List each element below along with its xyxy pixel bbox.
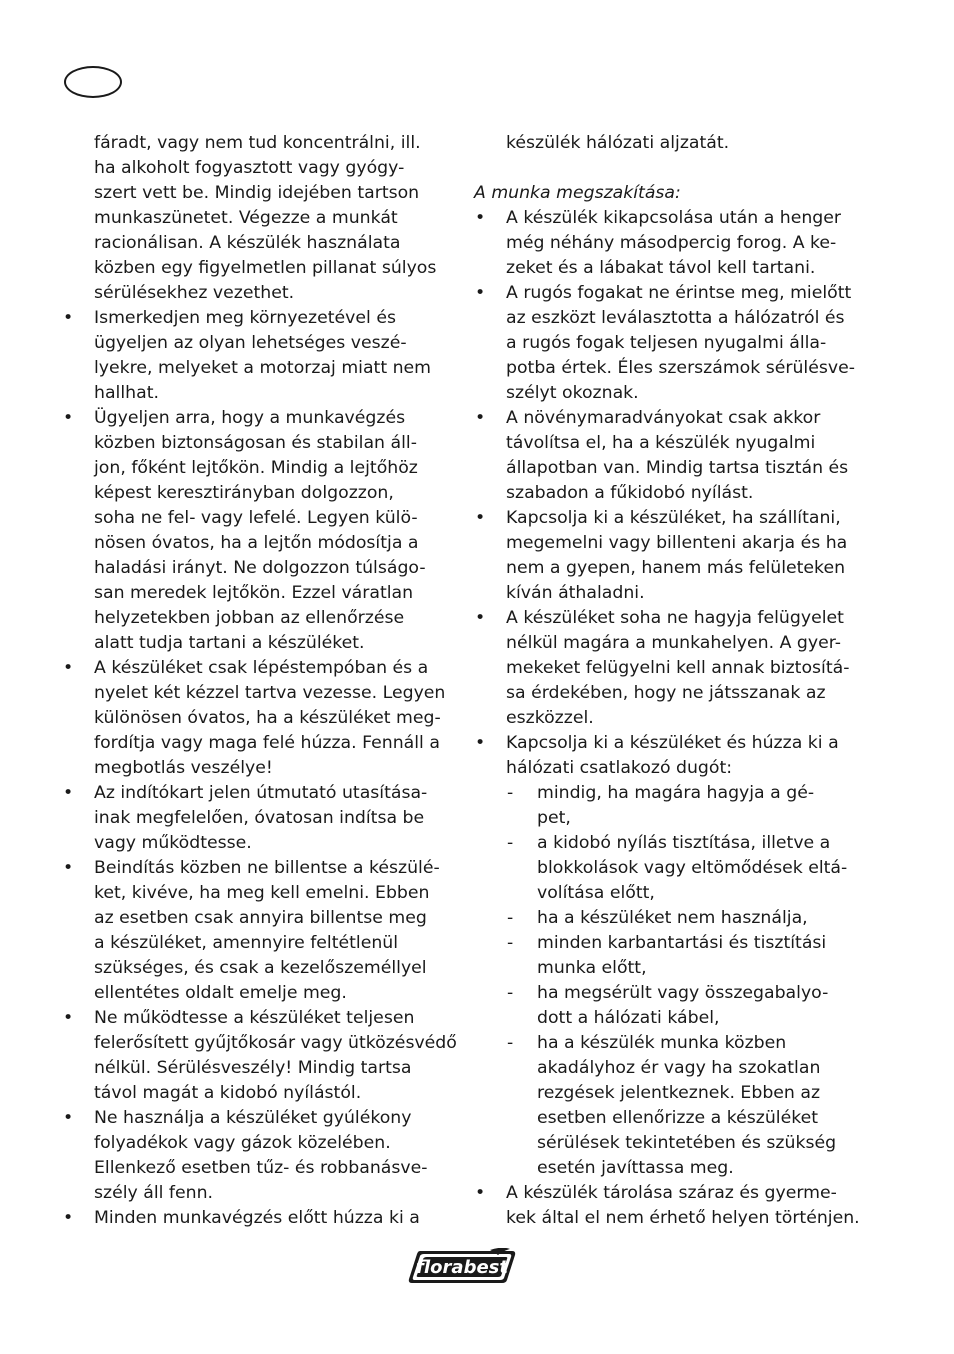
- text-line: [474, 231, 866, 256]
- line-text: vagy működtesse.: [94, 833, 252, 853]
- line-text: Ne működtesse a készüléket teljesen: [94, 1008, 415, 1028]
- dash-sub-item: [474, 981, 866, 1031]
- line-text: A készülék kikapcsolása után a henger: [506, 208, 842, 228]
- line-text: a rugós fogak teljesen nyugalmi álla-: [506, 333, 827, 353]
- bullet-item: [62, 1206, 454, 1231]
- line-text: készülék hálózati aljzatát.: [506, 133, 730, 153]
- bullet-item: [474, 406, 866, 506]
- text-line: [62, 1156, 454, 1181]
- line-text: Az indítókart jelen útmutató utasítása-: [94, 783, 428, 803]
- dash-marker: -: [507, 983, 514, 1003]
- bullet-item: [474, 1181, 866, 1231]
- line-text: ha a készüléket nem használja,: [537, 908, 808, 928]
- text-line: [62, 1181, 454, 1206]
- line-text: Ne használja a készüléket gyúlékony: [94, 1108, 412, 1128]
- logo-wordmark: florabest: [416, 1257, 508, 1278]
- text-line: [474, 806, 866, 831]
- line-text: távolítsa el, ha a készülék nyugalmi: [506, 433, 816, 453]
- line-text: ha a készülék munka közben: [537, 1033, 787, 1053]
- bullet-marker: •: [63, 1108, 74, 1128]
- line-text: közben biztonságosan és stabilan áll-: [94, 433, 417, 453]
- text-line: [474, 656, 866, 681]
- line-text: szükséges, és csak a kezelőszeméllyel: [94, 958, 427, 978]
- text-line: [474, 1031, 866, 1056]
- line-text: sérülések tekintetében és szükség: [537, 1133, 837, 1153]
- text-line: [62, 256, 454, 281]
- text-line: [62, 156, 454, 181]
- line-text: nélkül magára a munkahelyen. A gyer-: [506, 633, 841, 653]
- dash-sub-item: [474, 931, 866, 981]
- line-text: pet,: [537, 808, 571, 828]
- text-line: [62, 1081, 454, 1106]
- bullet-marker: •: [63, 1208, 74, 1228]
- line-text: eszközzel.: [506, 708, 594, 728]
- line-text: különösen óvatos, ha a készüléket meg-: [94, 708, 441, 728]
- text-line: [474, 131, 866, 156]
- text-line: [62, 1131, 454, 1156]
- line-text: ha megsérült vagy összegabalyo-: [537, 983, 829, 1003]
- line-text: mindig, ha magára hagyja a gé-: [537, 783, 815, 803]
- line-text: a kidobó nyílás tisztítása, illetve a: [537, 833, 831, 853]
- text-line: [62, 556, 454, 581]
- line-text: esetén javíttassa meg.: [537, 1158, 734, 1178]
- line-text: Ismerkedjen meg környezetével és: [94, 308, 396, 328]
- line-text: Kapcsolja ki a készüléket és húzza ki a: [506, 733, 839, 753]
- line-text: inak megfelelően, óvatosan indítsa be: [94, 808, 425, 828]
- bullet-item: [62, 856, 454, 1006]
- text-line: [474, 781, 866, 806]
- line-text: kek által el nem érhető helyen történjen.: [506, 1208, 860, 1228]
- line-text: esetben ellenőrizze a készüléket: [537, 1108, 819, 1128]
- line-text: haladási irányt. Ne dolgozzon túlságo-: [94, 558, 426, 578]
- text-line: [62, 781, 454, 806]
- florabest-logo: [406, 1248, 518, 1286]
- text-line: [474, 181, 866, 206]
- text-line: [62, 856, 454, 881]
- dash-sub-item: [474, 1031, 866, 1181]
- text-line: [62, 131, 454, 156]
- text-line: [62, 1206, 454, 1231]
- bullet-item: [474, 506, 866, 606]
- section-heading: [474, 181, 866, 206]
- bullet-item: [62, 1106, 454, 1206]
- text-line: [62, 381, 454, 406]
- text-line: [474, 631, 866, 656]
- text-line: [62, 631, 454, 656]
- bullet-item: [62, 656, 454, 781]
- line-text: az eszközt leválasztotta a hálózatról és: [506, 308, 845, 328]
- line-text: nem a gyepen, hanem más felületeken: [506, 558, 846, 578]
- line-text: A készüléket soha ne hagyja felügyelet: [506, 608, 844, 628]
- line-text: helyzetekben jobban az ellenőrzése: [94, 608, 405, 628]
- text-line: [62, 606, 454, 631]
- line-text: hallhat.: [94, 383, 159, 403]
- text-line: [474, 606, 866, 631]
- line-text: képest keresztirányban dolgozzon,: [94, 483, 394, 503]
- text-line: [62, 456, 454, 481]
- line-text: ha alkoholt fogyasztott vagy gyógy-: [94, 158, 405, 178]
- text-line: [62, 681, 454, 706]
- right-text-column: [474, 131, 866, 1231]
- text-line: [474, 706, 866, 731]
- line-text: A munka megszakítása:: [474, 183, 681, 203]
- dash-marker: -: [507, 908, 514, 928]
- bullet-item: [62, 1006, 457, 1106]
- line-text: san meredek lejtőkön. Ezzel váratlan: [94, 583, 414, 603]
- text-line: [474, 981, 866, 1006]
- line-text: jon, főként lejtőkön. Mindig a lejtőhöz: [94, 458, 418, 478]
- text-line: [474, 1106, 866, 1131]
- line-text: Ellenkező esetben tűz- és robbanásve-: [94, 1158, 428, 1178]
- text-line: [62, 831, 454, 856]
- line-text: rezgések jelentkeznek. Ebben az: [537, 1083, 821, 1103]
- text-line: [474, 1081, 866, 1106]
- line-text: lyekre, melyeket a motorzaj miatt nem: [94, 358, 432, 378]
- line-text: sa érdekében, hogy ne játsszanak az: [506, 683, 826, 703]
- bullet-item: [474, 281, 866, 406]
- text-line: [474, 331, 866, 356]
- line-text: mekeket felügyelni kell annak biztosítá-: [506, 658, 850, 678]
- text-line: [474, 581, 866, 606]
- text-line: [62, 581, 454, 606]
- line-text: potba értek. Éles szerszámok sérülésve-: [506, 358, 855, 378]
- line-text: minden karbantartási és tisztítási: [537, 933, 827, 953]
- paragraph-continuation: [474, 131, 866, 156]
- line-text: sérülésekhez vezethet.: [94, 283, 295, 303]
- text-line: [474, 1181, 866, 1206]
- line-text: Beindítás közben ne billentse a készülé-: [94, 858, 440, 878]
- line-text: alatt tudja tartani a készüléket.: [94, 633, 365, 653]
- text-line: [62, 331, 454, 356]
- bullet-marker: •: [475, 408, 486, 428]
- dash-sub-item: [474, 831, 866, 906]
- line-text: távol magát a kidobó nyílástól.: [94, 1083, 362, 1103]
- line-text: állapotban van. Mindig tartsa tisztán és: [506, 458, 849, 478]
- line-text: szély áll fenn.: [94, 1183, 214, 1203]
- line-text: A készüléket csak lépéstempóban és a: [94, 658, 429, 678]
- text-line: [474, 756, 866, 781]
- text-line: [474, 681, 866, 706]
- text-line: [474, 856, 866, 881]
- text-line: [62, 1106, 454, 1131]
- dash-marker: -: [507, 833, 514, 853]
- line-text: soha ne fel- vagy lefelé. Legyen külö-: [94, 508, 418, 528]
- paragraph-continuation: [62, 131, 454, 306]
- text-line: [62, 656, 454, 681]
- text-line: [474, 1056, 866, 1081]
- language-badge: [64, 66, 122, 98]
- bullet-item: [62, 781, 454, 856]
- line-text: felerősített gyűjtőkosár vagy ütközésvédő: [94, 1033, 457, 1053]
- bullet-marker: •: [63, 308, 74, 328]
- text-line: [474, 1131, 866, 1156]
- line-text: munkaszünetet. Végezze a munkát: [94, 208, 398, 228]
- line-text: megemelni vagy billenteni akarja és ha: [506, 533, 848, 553]
- text-line: [62, 306, 454, 331]
- text-line: [474, 731, 866, 756]
- bullet-marker: •: [475, 608, 486, 628]
- text-line: [62, 406, 454, 431]
- line-text: A növénymaradványokat csak akkor: [506, 408, 821, 428]
- text-line: [62, 431, 454, 456]
- text-line: [62, 531, 454, 556]
- text-line: [62, 731, 454, 756]
- line-text: fáradt, vagy nem tud koncentrálni, ill.: [94, 133, 421, 153]
- text-line: [474, 906, 866, 931]
- dash-sub-item: [474, 781, 866, 831]
- line-text: még néhány másodpercig forog. A ke-: [506, 233, 837, 253]
- dash-marker: -: [507, 783, 514, 803]
- line-text: szabadon a fűkidobó nyílást.: [506, 483, 754, 503]
- text-line: [474, 256, 866, 281]
- line-text: Minden munkavégzés előtt húzza ki a: [94, 1208, 420, 1228]
- line-text: ügyeljen az olyan lehetséges veszé-: [94, 333, 407, 353]
- text-line: [62, 181, 454, 206]
- bullet-item: [62, 306, 454, 406]
- line-text: nösen óvatos, ha a lejtőn módosítja a: [94, 533, 419, 553]
- text-line: [474, 956, 866, 981]
- left-text-column: [62, 131, 457, 1231]
- text-line: [474, 1156, 866, 1181]
- text-line: [474, 881, 866, 906]
- text-line: [62, 981, 454, 1006]
- text-line: [474, 406, 866, 431]
- text-line: [474, 431, 866, 456]
- line-text: Ügyeljen arra, hogy a munkavégzés: [94, 408, 406, 428]
- line-text: a készüléket, amennyire feltétlenül: [94, 933, 399, 953]
- bullet-marker: •: [475, 1183, 486, 1203]
- text-line: [62, 506, 454, 531]
- paragraph-gap: [474, 156, 866, 181]
- line-text: szert vett be. Mindig idejében tartson: [94, 183, 420, 203]
- line-text: racionálisan. A készülék használata: [94, 233, 401, 253]
- text-line: [62, 931, 454, 956]
- line-text: dott a hálózati kábel,: [537, 1008, 720, 1028]
- line-text: A készülék tárolása száraz és gyerme-: [506, 1183, 837, 1203]
- text-line: [62, 281, 454, 306]
- text-line: [62, 1006, 454, 1031]
- dash-sub-item: [474, 906, 866, 931]
- text-line: [62, 1056, 454, 1081]
- line-text: ket, kivéve, ha meg kell emelni. Ebben: [94, 883, 430, 903]
- line-text: volítása előtt,: [537, 883, 655, 903]
- text-line: [474, 1006, 866, 1031]
- line-text: blokkolások vagy eltömődések eltá-: [537, 858, 848, 878]
- text-line: [474, 456, 866, 481]
- bullet-marker: •: [475, 283, 486, 303]
- text-line: [62, 1031, 457, 1056]
- text-line: [474, 831, 866, 856]
- text-line: [62, 356, 454, 381]
- bullet-marker: •: [475, 508, 486, 528]
- bullet-marker: •: [63, 408, 74, 428]
- line-text: nélkül. Sérülésveszély! Mindig tartsa: [94, 1058, 412, 1078]
- line-text: Kapcsolja ki a készüléket, ha szállítani,: [506, 508, 841, 528]
- text-line: [62, 906, 454, 931]
- dash-marker: -: [507, 933, 514, 953]
- bullet-item: [62, 406, 454, 656]
- text-line: [474, 481, 866, 506]
- text-line: [62, 706, 454, 731]
- line-text: zeket és a lábakat távol kell tartani.: [506, 258, 816, 278]
- text-line: [62, 231, 454, 256]
- text-line: [62, 206, 454, 231]
- line-text: kíván áthaladni.: [506, 583, 645, 603]
- line-text: munka előtt,: [537, 958, 647, 978]
- bullet-marker: •: [63, 858, 74, 878]
- text-line: [62, 806, 454, 831]
- bullet-item: [474, 731, 866, 781]
- text-line: [474, 306, 866, 331]
- bullet-marker: •: [63, 783, 74, 803]
- text-line: [474, 531, 866, 556]
- text-line: [474, 206, 866, 231]
- line-text: hálózati csatlakozó dugót:: [506, 758, 733, 778]
- text-line: [62, 881, 454, 906]
- line-text: akadályhoz ér vagy ha szokatlan: [537, 1058, 821, 1078]
- bullet-marker: •: [475, 733, 486, 753]
- line-text: A rugós fogakat ne érintse meg, mielőtt: [506, 283, 852, 303]
- text-line: [474, 381, 866, 406]
- bullet-marker: •: [63, 658, 74, 678]
- line-text: folyadékok vagy gázok közelében.: [94, 1133, 391, 1153]
- text-line: [474, 931, 866, 956]
- line-text: fordítja vagy maga felé húzza. Fennáll a: [94, 733, 440, 753]
- line-text: ellentétes oldalt emelje meg.: [94, 983, 347, 1003]
- text-line: [474, 556, 866, 581]
- bullet-marker: •: [475, 208, 486, 228]
- line-text: nyelet két kézzel tartva vezesse. Legyen: [94, 683, 446, 703]
- line-text: megbotlás veszélye!: [94, 758, 273, 778]
- bullet-item: [474, 606, 866, 731]
- text-line: [474, 356, 866, 381]
- text-line: [474, 281, 866, 306]
- line-text: közben egy figyelmetlen pillanat súlyos: [94, 258, 437, 278]
- line-text: az esetben csak annyira billentse meg: [94, 908, 427, 928]
- text-line: [474, 506, 866, 531]
- dash-marker: -: [507, 1033, 514, 1053]
- text-line: [62, 481, 454, 506]
- bullet-marker: •: [63, 1008, 74, 1028]
- text-line: [62, 756, 454, 781]
- line-text: szélyt okoznak.: [506, 383, 639, 403]
- bullet-item: [474, 206, 866, 281]
- text-line: [62, 956, 454, 981]
- text-line: [474, 1206, 866, 1231]
